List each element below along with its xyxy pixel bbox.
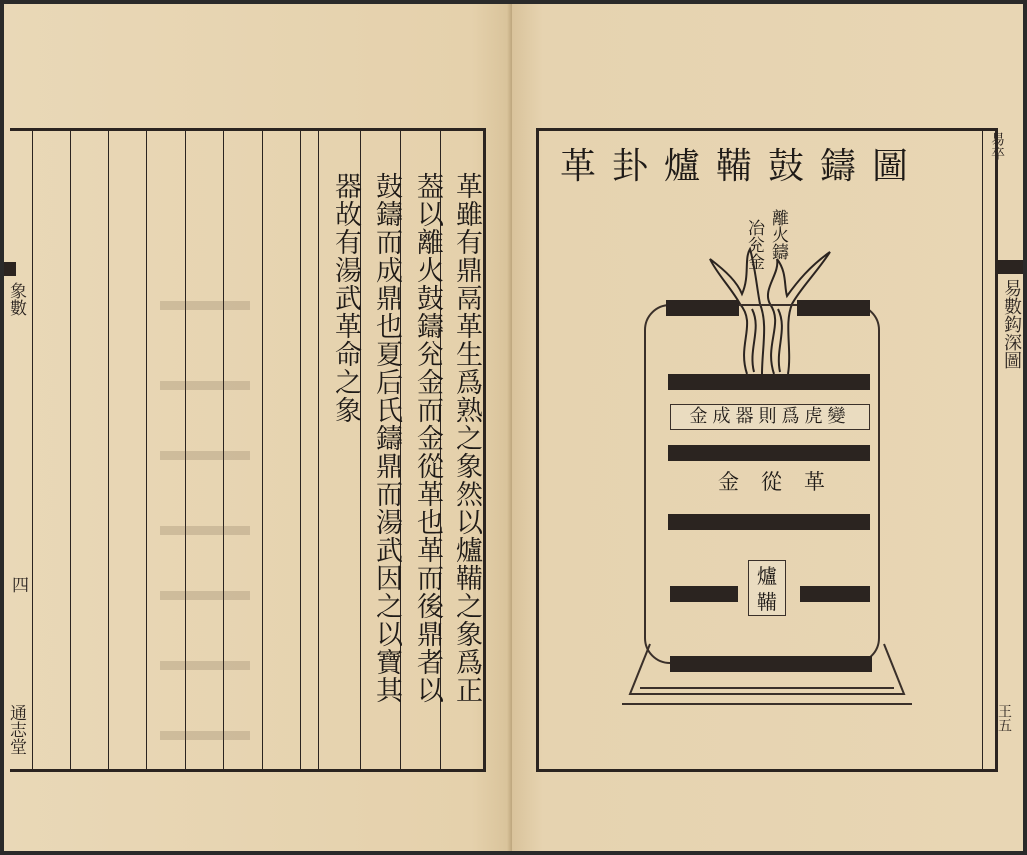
- yang-line-4: [668, 445, 870, 461]
- edge-label-publisher: 通志堂: [6, 704, 26, 755]
- fold-marker-right: [996, 260, 1023, 274]
- yang-line-5: [668, 374, 870, 390]
- middle-inscription: 金從革: [718, 470, 847, 494]
- fold-marker-top: [4, 262, 16, 276]
- right-page: [512, 4, 1023, 851]
- diagram-title: 革卦爐鞴鼓鑄圖: [559, 146, 924, 187]
- edge-label-book-title: 易數鈎深圖: [1001, 279, 1022, 369]
- yin-line-top-left: [666, 300, 739, 316]
- yin-line-2-right: [800, 586, 870, 602]
- fire-label-right: 離火鑄: [768, 209, 788, 260]
- yin-line-top-right: [797, 300, 870, 316]
- text-column-3: 鼓鑄而成鼎也夏后氏鑄鼎而湯武因之以寶其: [371, 172, 402, 704]
- edge-label-hexagram: 易卒: [989, 132, 1005, 160]
- fire-label-left: 冶兊金: [744, 219, 764, 270]
- furnace-label-box: [748, 560, 786, 616]
- inscription-box: 金成器則爲虎變: [670, 404, 870, 430]
- book-spread: [4, 4, 1023, 851]
- edge-label-top: 象數: [6, 282, 26, 316]
- text-column-1: 革雖有鼎鬲革生爲熟之象然以爐鞴之象爲正: [451, 172, 482, 704]
- text-column-4: 器故有湯武革命之象: [330, 172, 361, 424]
- yang-line-3: [668, 514, 870, 530]
- furnace-label-top: 爐: [757, 564, 777, 588]
- yang-line-1: [670, 656, 872, 672]
- edge-label-page-number: 四: [8, 576, 28, 593]
- left-page: [4, 4, 512, 851]
- yin-line-2-left: [670, 586, 738, 602]
- edge-label-leaf-number: 王五: [996, 704, 1012, 732]
- text-column-2: 葢以離火鼓鑄兊金而金從革也革而後鼎者以: [412, 172, 443, 704]
- furnace-label-bottom: 鞴: [757, 590, 777, 614]
